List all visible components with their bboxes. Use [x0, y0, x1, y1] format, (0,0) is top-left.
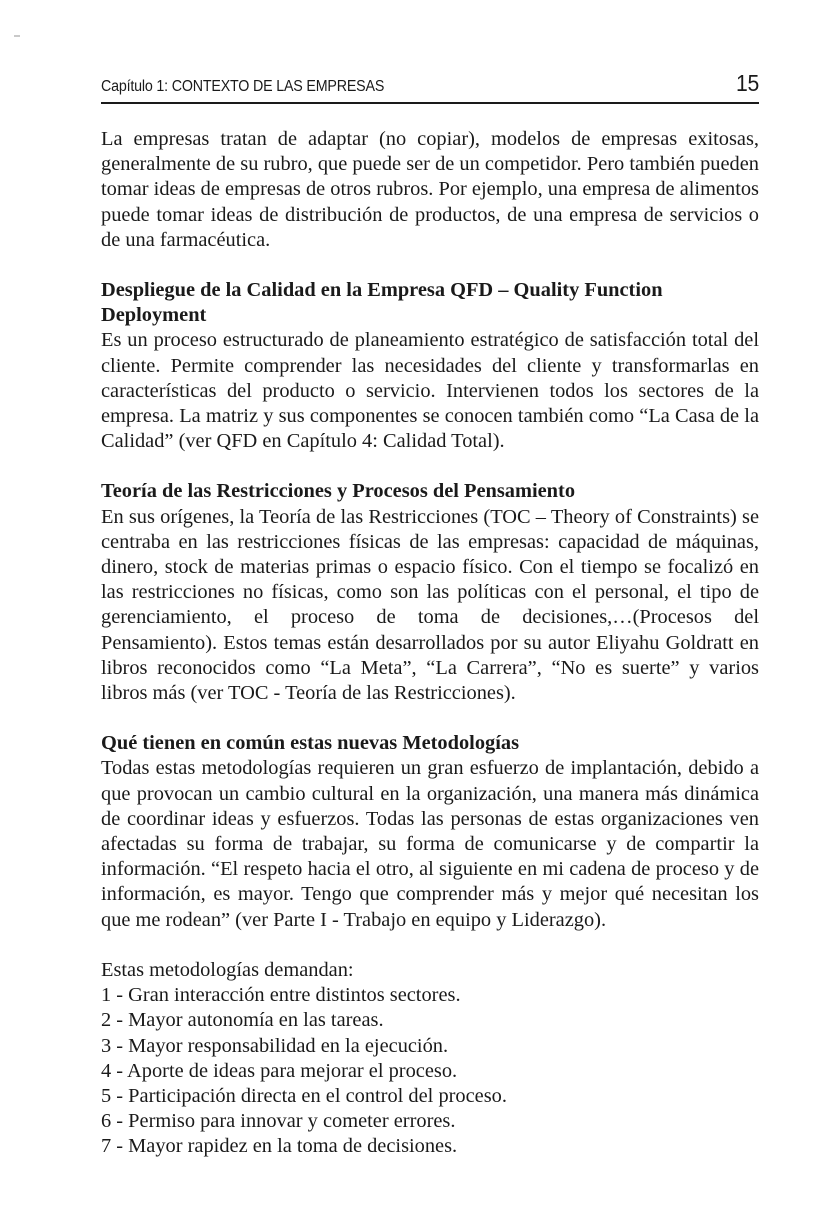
list-item: 1 - Gran interacción entre distintos sectores. — [101, 984, 461, 1007]
demands-list — [101, 983, 759, 1159]
intro-paragraph: La empresas tratan de adaptar (no copiar), modelos de empresas exitosas, generalmente de su rubro, que puede ser de un competidor. Pero también pueden tomar ideas de empresas de otros rubros. Por ejemplo, una empresa de alimentos puede tomar ideas de distribución de productos, de una empresa de servicios o de una farmacéutica. — [101, 128, 759, 251]
list-item: 6 - Permiso para innovar y cometer errores. — [101, 1110, 456, 1133]
page-content — [101, 70, 759, 1160]
intro-block — [101, 127, 759, 253]
running-header — [101, 70, 759, 104]
list-item: 5 - Participación directa en el control del proceso. — [101, 1084, 507, 1107]
section-paragraph: Todas estas metodologías requieren un gran esfuerzo de implantación, debido a que provocan un cambio cultural en la organización, una manera más dinámica de coordinar ideas y esfuerzos. Todas las personas de estas organizaciones ven afectadas su forma de trabajar, su forma de comunicarse y de compartir la información. “El respeto hacia el otro, al siguiente en mi cadena de proceso y de información, es mayor. Tengo que comprender más y mejor qué necesitan los que me rodean” (ver Parte I - Trabajo en equipo y Liderazgo). — [101, 757, 759, 931]
section-heading: Qué tienen en común estas nuevas Metodologías — [101, 732, 520, 755]
section-heading: Despliegue de la Calidad en la Empresa QFD – Quality Function Deployment — [101, 279, 663, 327]
section-paragraph: Es un proceso estructurado de planeamiento estratégico de satisfacción total del cliente. Permite comprender las necesidades del cliente y transformarlas en características del producto o servicio. Intervienen todos los sectores de la empresa. La matriz y sus componentes se conocen también como “La Casa de la Calidad” (ver QFD en Capítulo 4: Calidad Total). — [101, 329, 759, 453]
list-item: 4 - Aporte de ideas para mejorar el proceso. — [101, 1059, 458, 1082]
section-toc — [101, 479, 759, 706]
section-heading: Teoría de las Restricciones y Procesos del Pensamiento — [101, 480, 576, 503]
chapter-label: Capítulo 1: CONTEXTO DE LAS EMPRESAS — [101, 78, 385, 95]
list-item: 7 - Mayor rapidez en la toma de decisiones. — [101, 1135, 458, 1158]
demands-lead: Estas metodologías demandan: — [101, 958, 354, 981]
section-metodologias — [101, 731, 759, 933]
page-number: 15 — [736, 70, 759, 96]
list-item: 2 - Mayor autonomía en las tareas. — [101, 1009, 384, 1032]
list-item: 3 - Mayor responsabilidad en la ejecución. — [101, 1034, 449, 1057]
demands-block — [101, 958, 759, 1160]
scan-artifact-speck — [14, 35, 20, 37]
section-qfd — [101, 278, 759, 454]
section-paragraph: En sus orígenes, la Teoría de las Restricciones (TOC – Theory of Constraints) se centraba en las restricciones físicas de las empresas: capacidad de máquinas, dinero, stock de materias primas o espacio físico. Con el tiempo se focalizó en las restricciones no físicas, como son las políticas con el personal, el tipo de gerenciamiento, el proceso de toma de decisiones,…(Procesos del Pensamiento). Estos temas están desarrollados por su autor Eliyahu Goldratt en libros reconocidos como “La Meta”, “La Carrera”, “No es suerte” y varios libros más (ver TOC - Teoría de las Restricciones). — [101, 505, 759, 705]
